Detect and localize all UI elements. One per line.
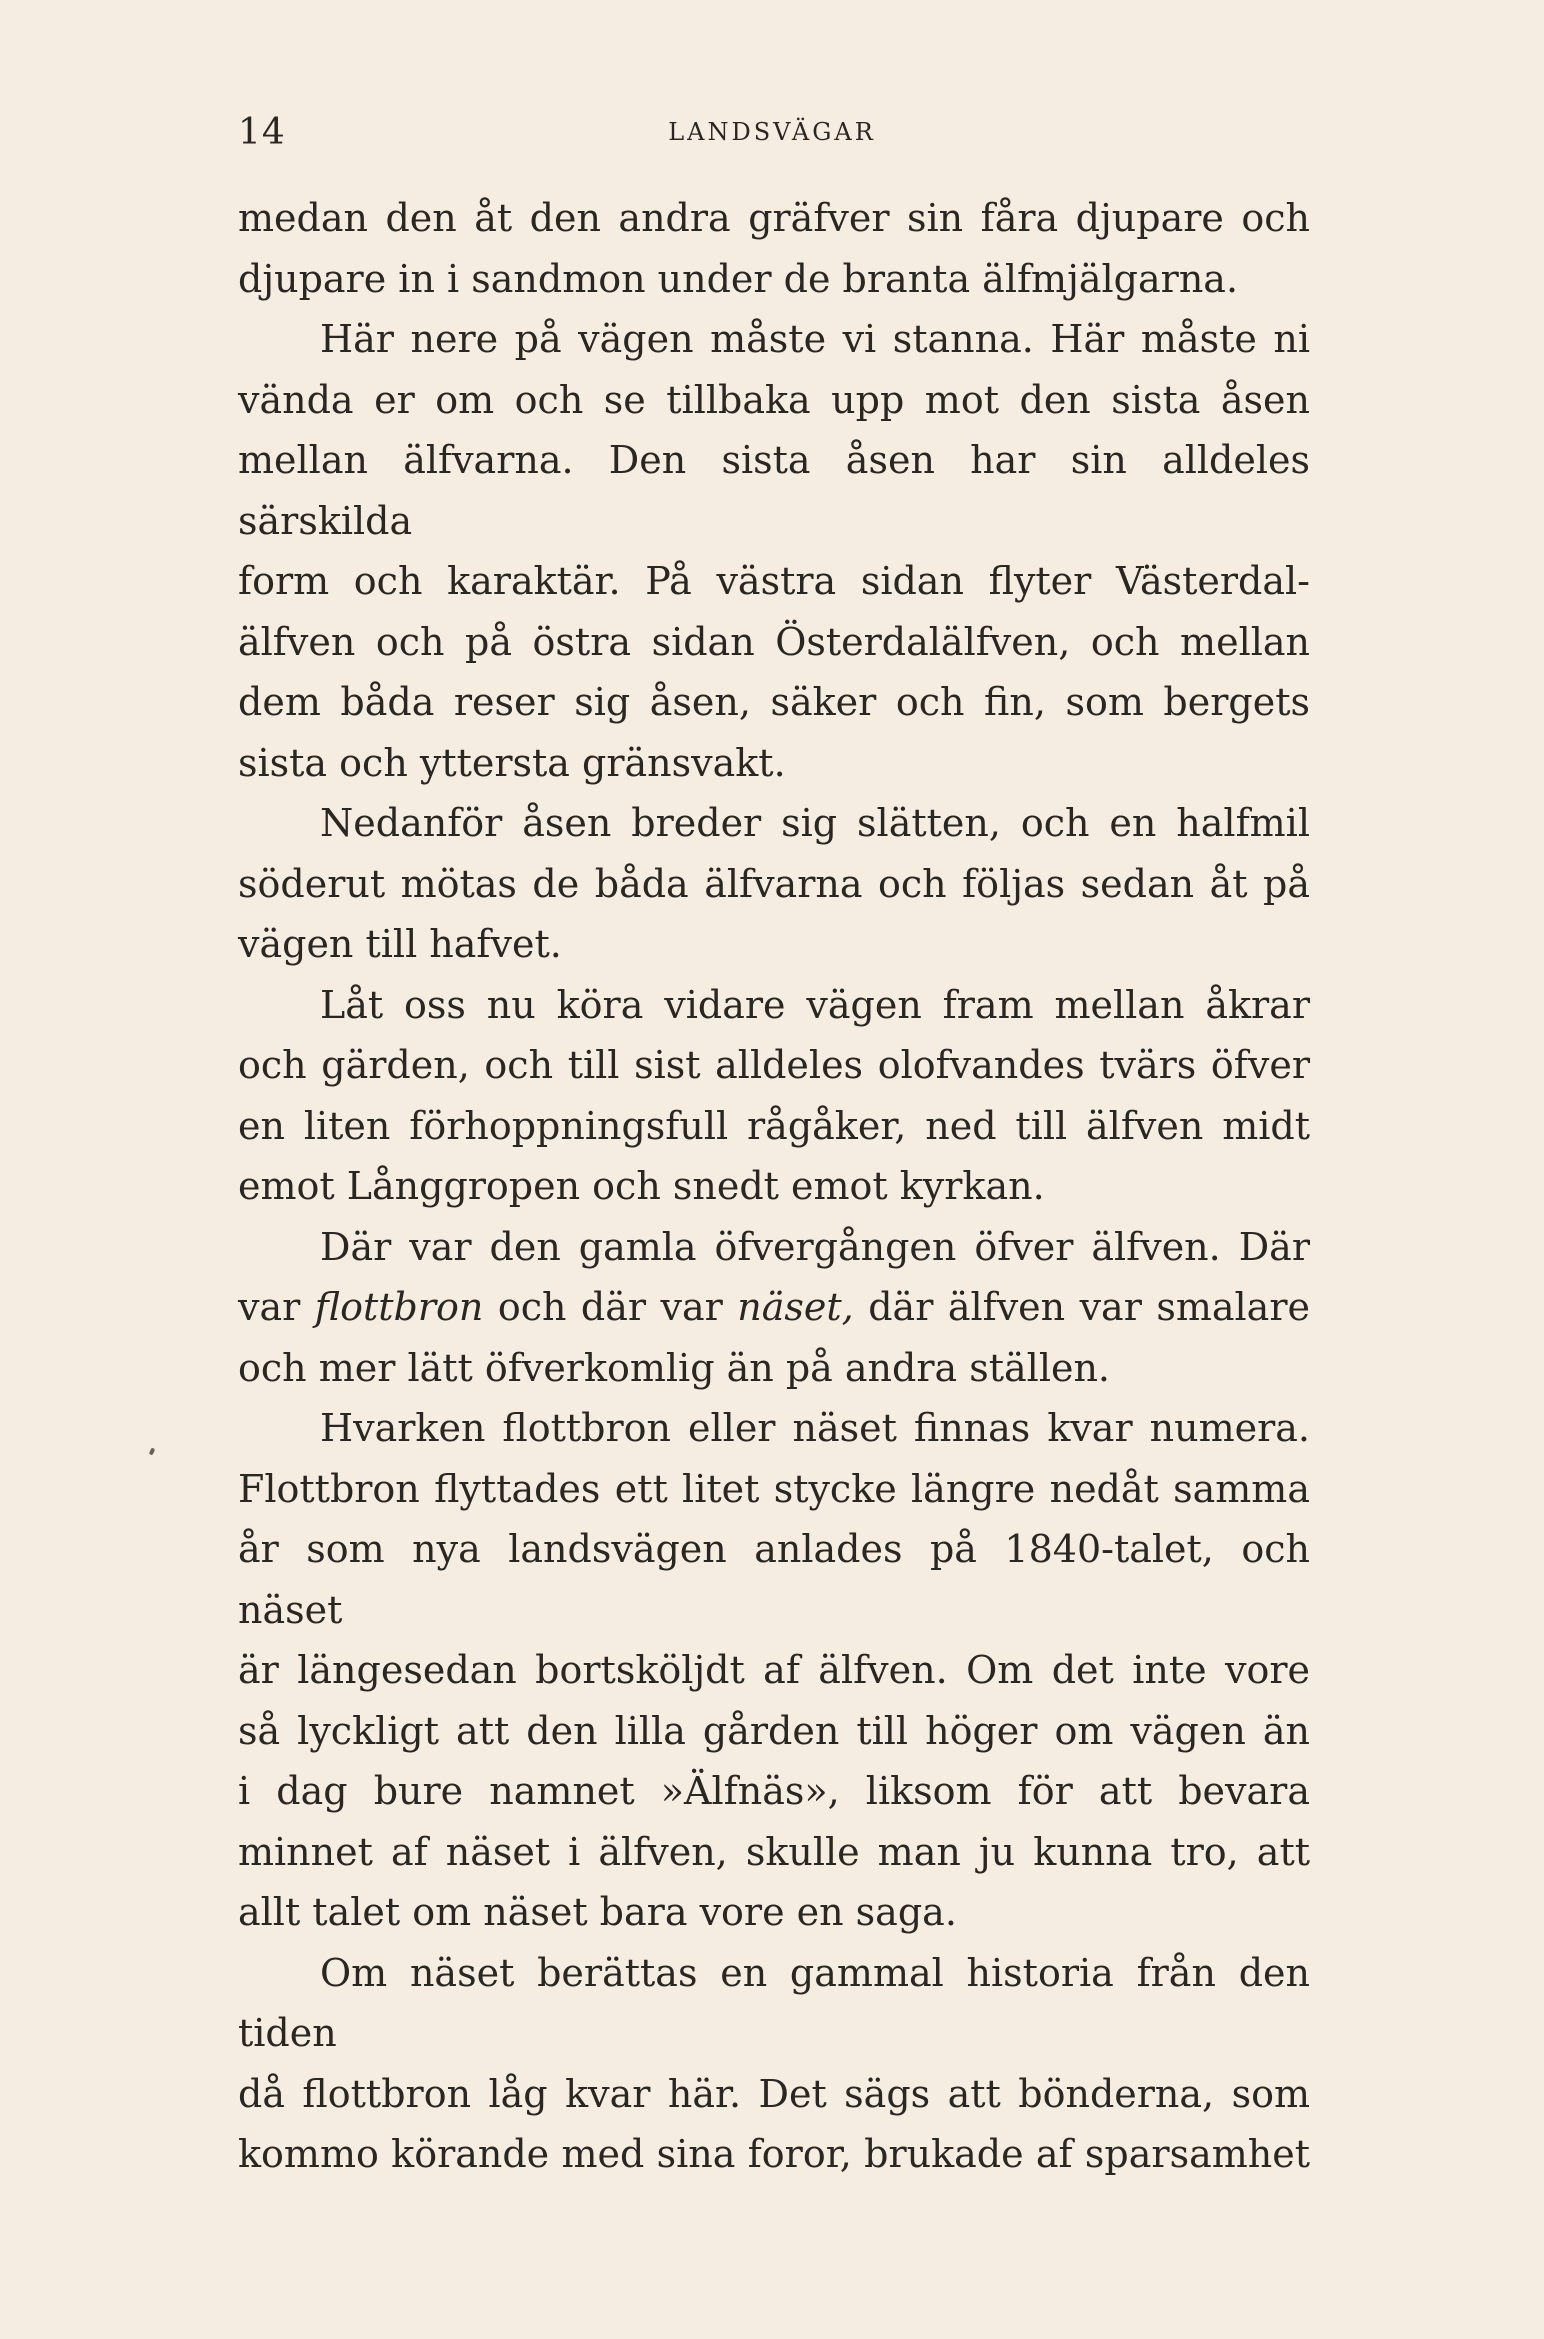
paragraph-4	[238, 975, 1310, 1217]
paragraph-2	[238, 309, 1310, 793]
italic-term-naset: näset,	[737, 1285, 854, 1329]
page-number: 14	[238, 112, 286, 153]
text-line: kommo körande med sina foror, brukade af sparsamhet	[238, 2132, 1310, 2176]
text-line: emot Långgropen och snedt emot kyrkan.	[238, 1164, 1045, 1208]
body-text	[238, 188, 1310, 2185]
text-line: och gärden, och till sist alldeles olofvandes tvärs öfver	[238, 1043, 1310, 1087]
text-line: djupare in i sandmon under de branta älfmjälgarna.	[238, 256, 1239, 301]
text-line: så lyckligt att den lilla gården till höger om vägen än	[238, 1708, 1310, 1753]
text-line: i dag bure namnet »Älfnäs», liksom för att bevara	[238, 1769, 1310, 1813]
text-line: minnet af näset i älfven, skulle man ju kunna tro, att	[238, 1829, 1310, 1874]
running-title: LANDSVÄGAR	[668, 118, 876, 146]
text-line: Där var den gamla öfvergången öfver älfven. Där	[320, 1224, 1310, 1269]
text-line: vägen till hafvet.	[238, 922, 562, 966]
text-line: Här nere på vägen måste vi stanna. Här måste ni	[320, 317, 1310, 361]
text-run: och där var	[483, 1285, 738, 1329]
text-line: Låt oss nu köra vidare vägen fram mellan åkrar	[320, 982, 1310, 1027]
text-line: Nedanför åsen breder sig slätten, och en halfmil	[320, 801, 1310, 845]
italic-term-flottbron: flottbron	[314, 1285, 484, 1329]
text-line: sista och yttersta gränsvakt.	[238, 740, 786, 785]
text-run: var	[238, 1285, 315, 1329]
text-line: allt talet om näset bara vore en saga.	[238, 1890, 957, 1934]
text-line: mellan älfvarna. Den sista åsen har sin alldeles särskilda	[238, 438, 1310, 543]
text-line	[238, 1277, 1310, 1338]
paragraph-1	[238, 188, 1310, 309]
text-line: dem båda reser sig åsen, säker och fin, som bergets	[238, 680, 1310, 724]
text-line: år som nya landsvägen anlades på 1840-talet, och näset	[238, 1527, 1310, 1632]
text-line: och mer lätt öfverkomlig än på andra ställen.	[238, 1345, 1111, 1390]
paragraph-6	[238, 1398, 1310, 1943]
text-line: en liten förhoppningsfull rågåker, ned till älfven midt	[238, 1103, 1310, 1148]
text-line: form och karaktär. På västra sidan flyter Västerdal-	[238, 559, 1310, 603]
paragraph-7	[238, 1943, 1310, 2185]
text-line: Flottbron flyttades ett litet stycke längre nedåt samma	[238, 1466, 1310, 1511]
text-line: söderut mötas de båda älfvarna och följas sedan åt på	[238, 861, 1310, 906]
text-line: medan den åt den andra gräfver sin fåra djupare och	[238, 196, 1310, 240]
text-line: Hvarken flottbron eller näset finnas kvar numera.	[320, 1406, 1310, 1450]
paragraph-5	[238, 1217, 1310, 1399]
text-line: är längesedan bortsköljdt af älfven. Om det inte vore	[238, 1648, 1310, 1692]
paragraph-3	[238, 793, 1310, 975]
text-run: där älfven var smalare	[853, 1285, 1310, 1329]
text-line: älfven och på östra sidan Österdalälfven, och mellan	[238, 619, 1310, 664]
text-line: då flottbron låg kvar här. Det sägs att bönderna, som	[238, 2071, 1310, 2116]
ink-speck	[149, 1447, 156, 1455]
text-line: vända er om och se tillbaka upp mot den sista åsen	[238, 377, 1310, 422]
text-line: Om näset berättas en gammal historia från den tiden	[238, 1950, 1310, 2055]
